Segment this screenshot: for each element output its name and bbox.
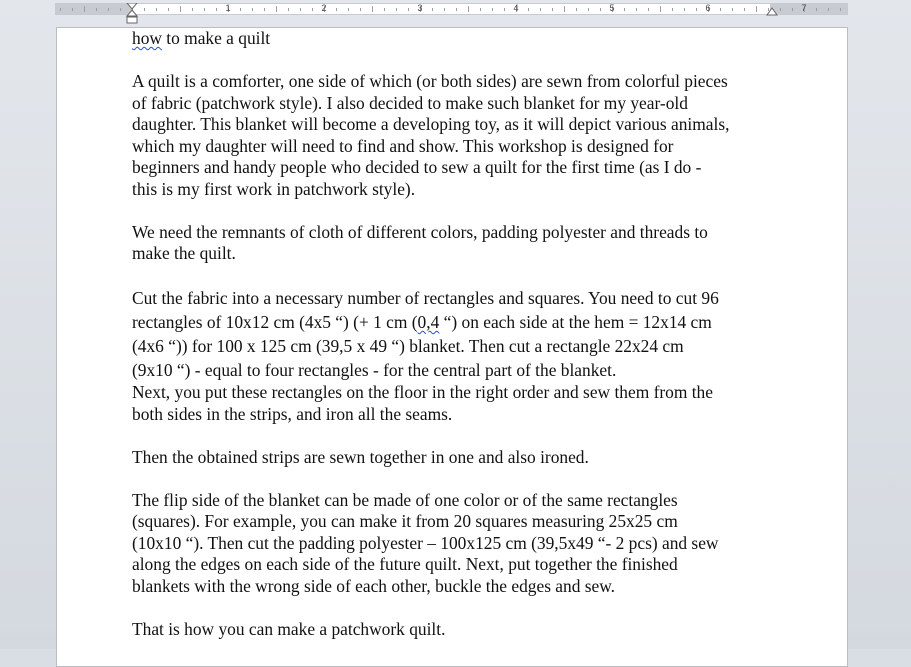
ruler-tick [348, 8, 349, 11]
ruler-tick [732, 8, 733, 11]
text-line: make the quilt. [132, 243, 236, 263]
ruler-tick [684, 8, 685, 11]
document-title [132, 28, 792, 50]
title-text: to make a quilt [161, 28, 271, 48]
ruler-tick [660, 6, 661, 12]
ruler-tick [240, 8, 241, 11]
ruler-tick [456, 8, 457, 11]
ruler-tick [564, 6, 565, 12]
ruler-tick [672, 8, 673, 11]
text-line: (9x10 “) - equal to four rectangles - for the central part of the blanket. [132, 360, 617, 380]
ruler-tick [360, 8, 361, 11]
text-line: daughter. This blanket will become a developing toy, as it will depict various animals, [132, 114, 730, 134]
ruler-tick [552, 8, 553, 11]
ruler-tick [72, 8, 73, 11]
ruler-tick [156, 8, 157, 11]
text-line: along the edges on each side of the future quilt. Next, put together the finished [132, 554, 678, 574]
ruler-tick [252, 8, 253, 11]
ruler-tick [624, 8, 625, 11]
right-indent-marker-icon[interactable] [766, 7, 778, 17]
text-line: which my daughter will need to find and show. This workshop is designed for [132, 135, 674, 156]
text-line: Then the obtained strips are sewn together in one and also ironed. [132, 446, 589, 467]
spelling-error-word[interactable]: how [132, 28, 162, 48]
paragraph-sewing [132, 382, 792, 425]
text-fragment: rectangles of 10x12 cm (4x5 “) (+ 1 cm ( [132, 312, 418, 332]
ruler-tick [60, 8, 61, 11]
paragraph-flip-side [132, 490, 792, 598]
ruler-tick [504, 8, 505, 11]
ruler-tick [492, 8, 493, 11]
text-line: That is how you can make a patchwork quilt. [132, 618, 446, 639]
ruler-tick [168, 8, 169, 11]
ruler-tick [336, 8, 337, 11]
ruler-number: 7 [801, 3, 807, 13]
ruler-tick [204, 8, 205, 11]
ruler-number: 2 [321, 3, 327, 13]
ruler-tick [276, 6, 277, 12]
ruler-tick [480, 8, 481, 11]
ruler-number: 5 [609, 3, 615, 13]
text-line: A quilt is a comforter, one side of which (or both sides) are sewn from colorful pieces [132, 71, 728, 91]
ruler-tick [756, 6, 757, 12]
ruler-tick [432, 8, 433, 11]
text-line: of fabric (patchwork style). I also decided to make such blanket for my year-old [132, 92, 688, 113]
ruler-tick [696, 8, 697, 11]
text-line: Next, you put these rectangles on the floor in the right order and sew them from the [132, 382, 713, 402]
ruler-tick [372, 6, 373, 12]
ruler-tick [408, 8, 409, 11]
spelling-error-word[interactable]: 0,4 [417, 312, 440, 332]
ruler-tick [396, 8, 397, 11]
ruler-number: 3 [417, 3, 423, 13]
ruler-tick [192, 8, 193, 11]
ruler-tick [288, 8, 289, 11]
ruler-tick [96, 8, 97, 11]
text-line: We need the remnants of cloth of different colors, padding polyester and threads to [132, 221, 708, 242]
ruler-tick [384, 8, 385, 11]
ruler-tick [264, 8, 265, 11]
paragraph-intro [132, 71, 792, 200]
ruler-tick [648, 8, 649, 11]
text-line: blankets with the wrong side of each other, buckle the edges and sew. [132, 575, 616, 596]
text-line [132, 310, 792, 334]
ruler-tick [300, 8, 301, 11]
ruler-tick [312, 8, 313, 11]
text-line: (squares). For example, you can make it from 20 squares measuring 25x25 cm [132, 511, 678, 531]
ruler-tick [120, 8, 121, 11]
ruler-tick [216, 8, 217, 11]
ruler-tick [720, 8, 721, 11]
paragraph-materials [132, 222, 792, 265]
paragraph-cutting [132, 286, 792, 382]
text-line: this is my first work in patchwork style). [132, 178, 416, 199]
ruler-number: 6 [705, 3, 711, 13]
ruler-tick [576, 8, 577, 11]
text-line: The flip side of the blanket can be made of one color or of the same rectangles [132, 489, 678, 510]
ruler-tick [180, 6, 181, 12]
ruler-tick [600, 8, 601, 11]
ruler-tick [540, 8, 541, 11]
ruler-tick [144, 8, 145, 11]
ruler-tick [444, 8, 445, 11]
ruler-tick [780, 8, 781, 11]
ruler-tick [468, 6, 469, 12]
document-page[interactable] [56, 27, 848, 667]
text-line: Cut the fabric into a necessary number of rectangles and squares. You need to cut 96 [132, 288, 719, 308]
document-body[interactable] [132, 28, 792, 662]
text-line: both sides in the strips, and iron all the seams. [132, 403, 453, 424]
paragraph-conclusion [132, 619, 792, 641]
ruler-number: 4 [513, 3, 519, 13]
ruler-tick [792, 8, 793, 11]
first-line-indent-marker-icon[interactable] [126, 3, 138, 25]
ruler-tick [816, 8, 817, 11]
ruler-tick [528, 8, 529, 11]
ruler-tick [108, 8, 109, 11]
paragraph-strips [132, 447, 792, 469]
ruler-number: 1 [225, 3, 231, 13]
ruler-tick [840, 8, 841, 11]
text-line: beginners and handy people who decided to sew a quilt for the first time (as I do - [132, 157, 702, 177]
ruler-tick [636, 8, 637, 11]
text-line: (10x10 “). Then cut the padding polyester – 100x125 cm (39,5x49 “- 2 pcs) and sew [132, 532, 719, 553]
horizontal-ruler[interactable] [55, 3, 848, 15]
ruler-tick [744, 8, 745, 11]
text-line: (4x6 “)) for 100 x 125 cm (39,5 x 49 “) blanket. Then cut a rectangle 22x24 cm [132, 336, 684, 356]
ruler-tick [588, 8, 589, 11]
ruler-tick [828, 8, 829, 11]
ruler-tick [84, 6, 85, 12]
text-fragment: “) on each side at the hem = 12x14 cm [439, 312, 712, 332]
